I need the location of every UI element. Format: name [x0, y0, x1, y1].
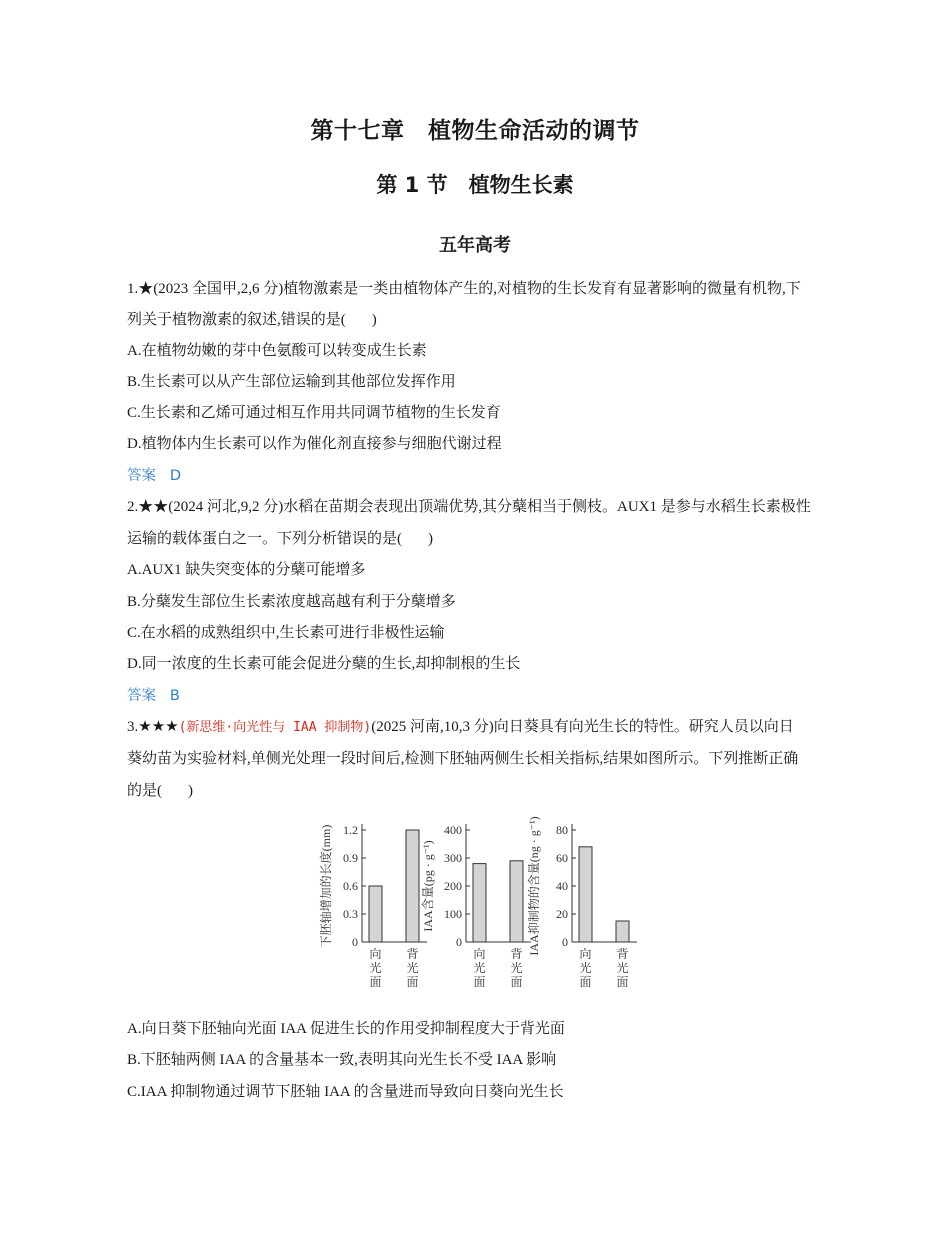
- q2-option-c: C.在水稻的成熟组织中,生长素可进行非极性运输: [127, 625, 445, 641]
- chart-1-category-label: 背光面: [406, 947, 419, 989]
- q2-option-a: A.AUX1 缺失突变体的分蘖可能增多: [127, 562, 366, 578]
- chart-2-y-label: IAA含量(pg · g⁻¹): [421, 840, 435, 932]
- chart-3-tick-label: 20: [556, 907, 568, 921]
- chart-2-tick-label: 300: [444, 851, 462, 865]
- chart-3-tick-label: 40: [556, 879, 568, 893]
- q3-stem-line-2: 葵幼苗为实验材料,单侧光处理一段时间后,检测下胚轴两侧生长相关指标,结果如图所示。下列推断正确: [127, 751, 799, 767]
- chart-3-bar: [579, 847, 592, 942]
- chart-1-y-label: 下胚轴增加的长度(mm): [319, 824, 333, 948]
- q3-tag: (新思维·向光性与 IAA 抑制物): [178, 720, 372, 735]
- section-title: 第 1 节 植物生长素: [376, 173, 574, 197]
- chart-3-y-label: IAA抑制物的含量(ng · g⁻¹): [527, 816, 541, 956]
- chart-3-tick-label: 0: [562, 935, 568, 949]
- chart-1-category-label: 向光面: [369, 947, 382, 989]
- q3-option-a: A.向日葵下胚轴向光面 IAA 促进生长的作用受抑制程度大于背光面: [127, 1021, 565, 1037]
- q1-answer-label: 答案: [127, 468, 156, 484]
- q1-answer-value: D: [169, 468, 181, 484]
- chart-3-tick-label: 80: [556, 823, 568, 837]
- chart-1-tick-label: 0.6: [343, 879, 358, 893]
- chart-2-bar: [510, 861, 523, 942]
- q3-stem-text: 的是(: [127, 783, 162, 799]
- chart-3-category-label: 背光面: [616, 947, 629, 989]
- chart-1-tick-label: 0.3: [343, 907, 358, 921]
- q2-answer-label: 答案: [127, 688, 156, 704]
- q2-answer: [127, 686, 180, 706]
- chart-1-bar: [369, 886, 382, 942]
- chart-2-bar: [473, 864, 486, 942]
- q3-stem-rest: (2025 河南,10,3 分)向日葵具有向光生长的特性。研究人员以向日: [371, 719, 794, 735]
- q3-stem-line-1: [127, 717, 794, 738]
- chart-3-bar: [616, 921, 629, 942]
- q2-stem-text: 运输的载体蛋白之一。下列分析错误的是(: [127, 531, 402, 547]
- q1-paren-close: ): [371, 312, 377, 328]
- chart-1-tick-label: 1.2: [343, 823, 358, 837]
- chart-2-tick-label: 400: [444, 823, 462, 837]
- q2-answer-value: B: [169, 688, 180, 704]
- q1-stem-line-1: 1.★(2023 全国甲,2,6 分)植物激素是一类由植物体产生的,对植物的生长发育有显著影响的微量有机物,下: [127, 281, 801, 297]
- q1-stem-line-2: [127, 310, 377, 330]
- q2-stem-line-2: [127, 529, 433, 549]
- chart-3-tick-label: 60: [556, 851, 568, 865]
- chart-1-bar: [406, 830, 419, 942]
- chart-2-tick-label: 0: [456, 935, 462, 949]
- q1-answer: [127, 466, 181, 486]
- q2-stem-line-1: 2.★★(2024 河北,9,2 分)水稻在苗期会表现出顶端优势,其分蘖相当于侧枝。AUX1 是参与水稻生长素极性: [127, 499, 811, 515]
- q1-option-c: C.生长素和乙烯可通过相互作用共同调节植物的生长发育: [127, 405, 501, 421]
- q3-option-b: B.下胚轴两侧 IAA 的含量基本一致,表明其向光生长不受 IAA 影响: [127, 1052, 557, 1068]
- q2-option-b: B.分蘖发生部位生长素浓度越高越有利于分蘖增多: [127, 594, 456, 610]
- chart-1-tick-label: 0.9: [343, 851, 358, 865]
- q1-option-a: A.在植物幼嫩的芽中色氨酸可以转变成生长素: [127, 343, 427, 359]
- q1-option-d: D.植物体内生长素可以作为催化剂直接参与细胞代谢过程: [127, 436, 502, 452]
- q3-prefix: 3.★★★: [127, 719, 179, 735]
- q2-paren-close: ): [428, 531, 433, 547]
- q1-option-b: B.生长素可以从产生部位运输到其他部位发挥作用: [127, 374, 456, 390]
- chart-2-tick-label: 200: [444, 879, 462, 893]
- chart-2-tick-label: 100: [444, 907, 462, 921]
- q2-option-d: D.同一浓度的生长素可能会促进分蘖的生长,却抑制根的生长: [127, 656, 521, 672]
- chapter-title: 第十七章 植物生命活动的调节: [310, 118, 640, 144]
- q3-paren-close: ): [188, 783, 193, 799]
- q1-stem-text: 列关于植物激素的叙述,错误的是(: [127, 312, 346, 328]
- q3-stem-line-3: [127, 781, 193, 801]
- chart-2-category-label: 向光面: [473, 947, 486, 989]
- chart-2-category-label: 背光面: [510, 947, 523, 989]
- chart-3-category-label: 向光面: [579, 947, 592, 989]
- q3-figure: [310, 808, 640, 998]
- q3-option-c: C.IAA 抑制物通过调节下胚轴 IAA 的含量进而导致向日葵向光生长: [127, 1084, 564, 1100]
- subsection-title: 五年高考: [439, 235, 511, 256]
- chart-1-tick-label: 0: [352, 935, 358, 949]
